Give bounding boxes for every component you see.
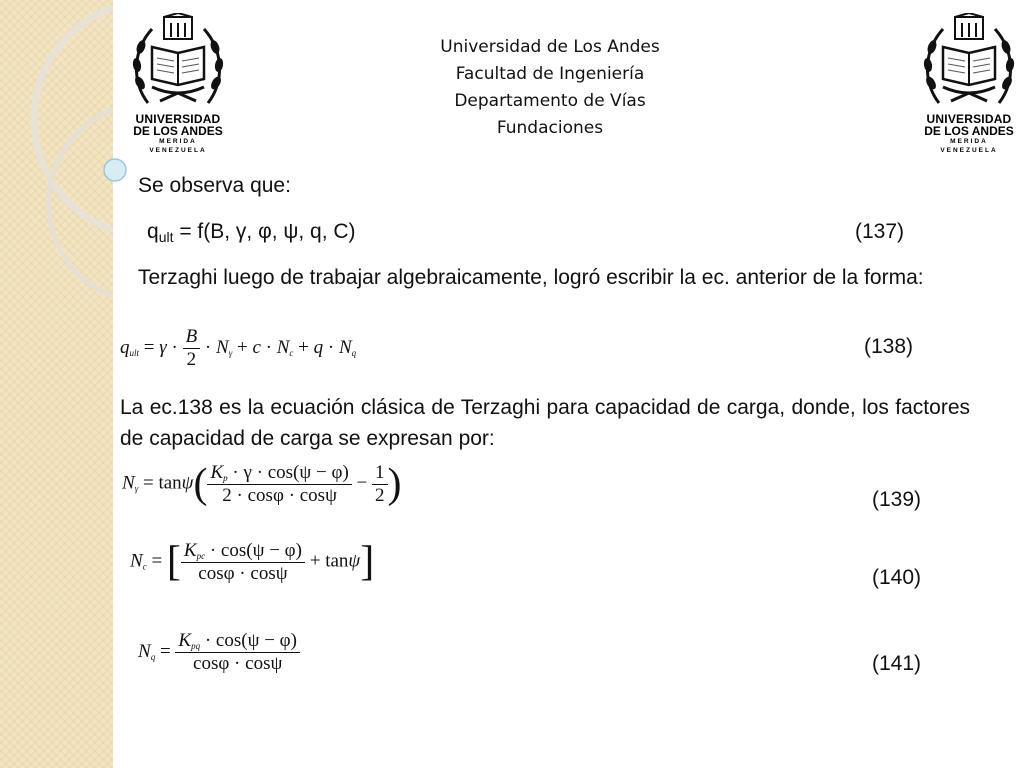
equation-number-141: (141) [872, 652, 922, 675]
seal-icon [921, 13, 1017, 111]
paragraph-terzaghi: Terzaghi luego de trabajar algebraicamente, logró escribir la ec. anterior de la forma: [138, 266, 924, 289]
seal-icon [130, 13, 226, 111]
equation-number-137: (137) [855, 220, 905, 243]
equation-number-139: (139) [872, 488, 922, 511]
equation-141: $N_q$ = $\frac{K_{pq} \cdot \cos(\psi - \varphi)}{\cos\varphi \cdot \cos\psi}$ [138, 630, 300, 675]
faculty-name: Facultad de Ingeniería [455, 64, 645, 84]
university-logo-left [130, 13, 226, 154]
decorative-side-band [0, 0, 113, 768]
equation-137: qult = f(B, γ, φ, ψ, q, C) [147, 220, 356, 245]
equation-number-140: (140) [872, 566, 922, 589]
equation-140: $N_c$ = [ $\frac{K_{pc} \cdot \cos(\psi - \varphi)}{\cos\varphi \cdot \cos\psi}$ + tanψ] [130, 539, 375, 585]
course-name: Fundaciones [496, 118, 604, 138]
university-name: Universidad de Los Andes [440, 37, 660, 57]
department-name: Departamento de Vías [454, 91, 646, 111]
equation-139: $N_\gamma = \tan\psi$( $\frac{K_p \cdot \gamma \cdot \cos(\psi - \varphi)}{2 \cdot \cos\varphi \cdot \cos\psi}$ − $\frac{1}{2}$ ) [122, 461, 402, 507]
equation-138: $q_{ult} = \gamma$ · $\frac{B}{2}$ · $N_\gamma + c \cdot N_c + q \cdot N_q$ [120, 326, 357, 370]
logo-text: UNIVERSIDAD DE LOS ANDES MERIDA VENEZUELA [133, 112, 223, 154]
page-header [380, 34, 720, 142]
university-logo-right [921, 13, 1017, 154]
paragraph-classic-equation: La ec.138 es la ecuación clásica de Terzaghi para capacidad de carga, donde, los factores de capacidad de carga se expresan por: [120, 396, 970, 450]
equation-number-138: (138) [864, 335, 914, 358]
intro-text: Se observa que: [138, 174, 291, 197]
logo-text: UNIVERSIDAD DE LOS ANDES MERIDA VENEZUELA [924, 112, 1014, 154]
